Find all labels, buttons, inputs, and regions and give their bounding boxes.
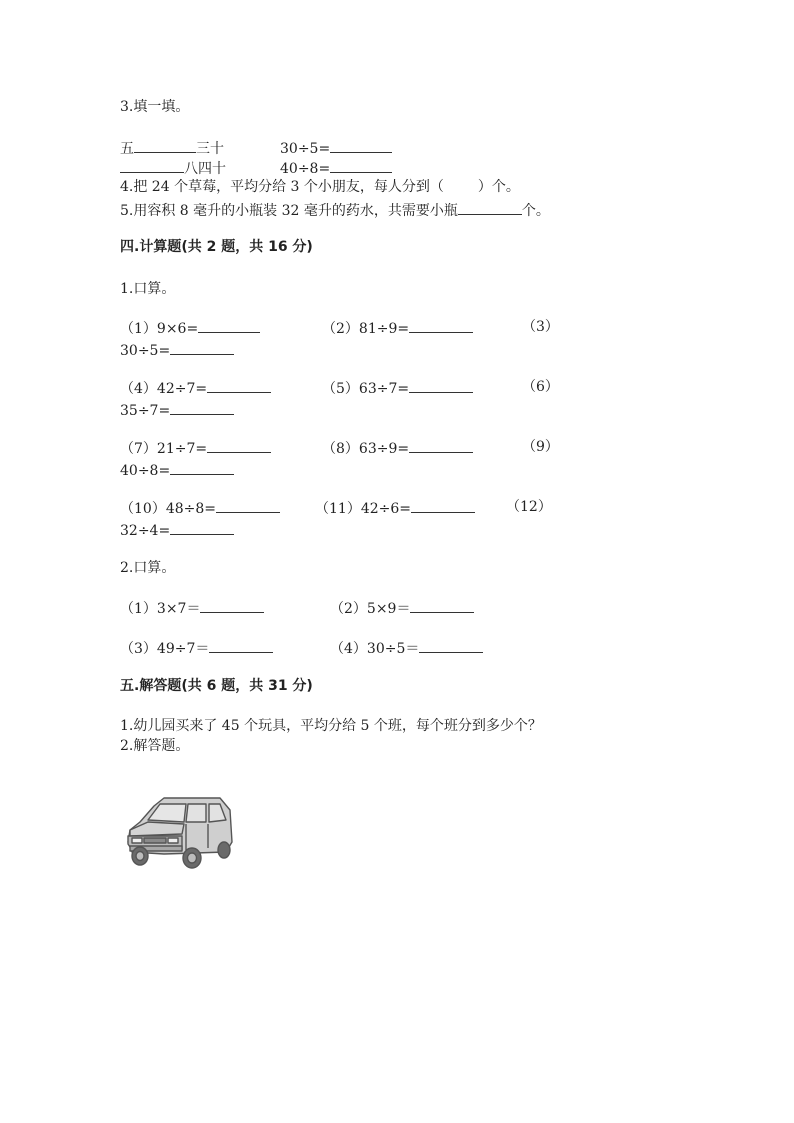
calc-item-5 <box>322 378 473 398</box>
mental-item-1 <box>120 598 264 618</box>
eq2-text: 40÷8= <box>280 161 331 177</box>
s5-q2: 2.解答题。 <box>120 738 190 754</box>
calc-item-9-label: （9） <box>522 439 559 455</box>
calc-item-2-text: （2）81÷9= <box>322 321 410 337</box>
mental-item-4-blank[interactable] <box>419 638 483 653</box>
calc-item-9-blank[interactable] <box>170 460 234 475</box>
calc-item-11-blank[interactable] <box>411 498 475 513</box>
calc-item-6-label: （6） <box>522 379 559 395</box>
calc-item-7-text: （7）21÷7= <box>120 441 208 457</box>
calc-item-1-blank[interactable] <box>198 318 260 333</box>
eq2-blank[interactable] <box>330 158 392 173</box>
calc-item-4-blank[interactable] <box>207 378 271 393</box>
calc-item-9 <box>120 460 234 480</box>
eq1-blank[interactable] <box>330 138 392 153</box>
mental-item-3-blank[interactable] <box>209 638 273 653</box>
q4-row <box>120 178 520 196</box>
mental-item-3-text: （3）49÷7＝ <box>120 641 210 657</box>
calc-item-2 <box>322 318 473 338</box>
calc-item-3-label: （3） <box>522 319 559 335</box>
q5-row <box>120 200 550 220</box>
calc-item-10-text: （10）48÷8= <box>120 501 216 517</box>
fill-a-pre: 五 <box>120 141 134 157</box>
calc-item-1 <box>120 318 260 338</box>
q5-pre: 5.用容积 8 毫升的小瓶装 32 毫升的药水，共需要小瓶 <box>120 203 458 219</box>
calc-item-11 <box>315 498 475 518</box>
eq2-row <box>280 158 392 178</box>
mental-item-3 <box>120 638 273 658</box>
calc-item-10 <box>120 498 280 518</box>
q5-blank[interactable] <box>458 200 522 215</box>
q4-pre: 4.把 24 个草莓，平均分给 3 个小朋友，每人分到（ <box>120 179 444 195</box>
mental-item-4 <box>330 638 483 658</box>
mental-item-2-text: （2）5×9＝ <box>330 601 411 617</box>
calc-item-3-text: 30÷5= <box>120 343 171 359</box>
calc-item-8-blank[interactable] <box>409 438 473 453</box>
calc-item-6-text: 35÷7= <box>120 403 171 419</box>
car-illustration-icon <box>124 792 236 874</box>
calc-item-4-text: （4）42÷7= <box>120 381 208 397</box>
calc-item-12-label: （12） <box>506 499 552 515</box>
q3-title: 3.填一填。 <box>120 99 190 115</box>
calc-item-1-text: （1）9×6= <box>120 321 199 337</box>
mental-item-1-blank[interactable] <box>200 598 264 613</box>
calc-item-2-blank[interactable] <box>409 318 473 333</box>
fill-row-b <box>120 158 226 178</box>
calc-item-8 <box>322 438 473 458</box>
calc-item-4 <box>120 378 271 398</box>
calc-item-12 <box>120 520 234 540</box>
calc-item-12-text: 32÷4= <box>120 523 171 539</box>
calc-item-9-text: 40÷8= <box>120 463 171 479</box>
mental-item-2 <box>330 598 474 618</box>
q5-post: 个。 <box>521 203 550 219</box>
mental-item-2-blank[interactable] <box>410 598 474 613</box>
q4-post: ）个。 <box>477 179 520 195</box>
calc-item-7-blank[interactable] <box>207 438 271 453</box>
calc-item-3-blank[interactable] <box>170 340 234 355</box>
calc-item-8-text: （8）63÷9= <box>322 441 410 457</box>
mental-item-4-text: （4）30÷5＝ <box>330 641 420 657</box>
calc-item-10-blank[interactable] <box>216 498 280 513</box>
fill-a-blank[interactable] <box>134 138 196 153</box>
calc-item-6 <box>120 400 234 420</box>
calc-item-6-blank[interactable] <box>170 400 234 415</box>
eq1-row <box>280 138 392 158</box>
s5-q1: 1.幼儿园买来了 45 个玩具，平均分给 5 个班，每个班分到多少个？ <box>120 718 542 734</box>
fill-b-post: 八四十 <box>184 161 226 177</box>
s4-q2-title: 2.口算。 <box>120 560 176 576</box>
calc-item-5-text: （5）63÷7= <box>322 381 410 397</box>
fill-a-post: 三十 <box>196 141 224 157</box>
section5-heading: 五.解答题(共 6 题，共 31 分) <box>120 678 313 694</box>
section4-heading: 四.计算题(共 2 题，共 16 分) <box>120 239 313 255</box>
s4-q1-title: 1.口算。 <box>120 281 176 297</box>
calc-item-5-blank[interactable] <box>409 378 473 393</box>
fill-row-a <box>120 138 224 158</box>
fill-b-blank[interactable] <box>120 158 184 173</box>
calc-item-11-text: （11）42÷6= <box>315 501 411 517</box>
calc-item-7 <box>120 438 271 458</box>
calc-item-12-blank[interactable] <box>170 520 234 535</box>
eq1-text: 30÷5= <box>280 141 331 157</box>
mental-item-1-text: （1）3×7＝ <box>120 601 201 617</box>
calc-item-3 <box>120 340 234 360</box>
